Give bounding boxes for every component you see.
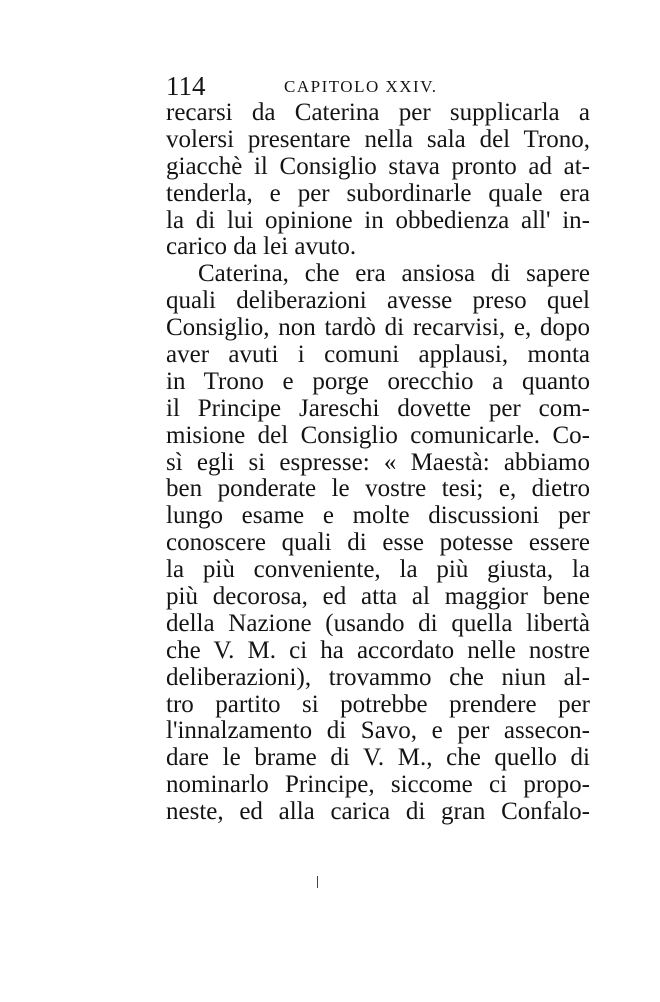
text-line: la più conveniente, la più giusta, la (166, 556, 590, 584)
text-line: deliberazioni), trovammo che niun al- (166, 663, 590, 691)
text-line: aver avuti i comuni applausi, monta (166, 341, 590, 369)
text-line: dare le brame di V. M., che quello di (166, 744, 590, 772)
running-head: CAPITOLO XXIV. (284, 77, 438, 96)
text-line: quali deliberazioni avesse preso quel (166, 287, 590, 315)
text-line: ben ponderate le vostre tesi; e, dietro (166, 475, 590, 503)
print-mark (317, 876, 318, 888)
text-line: che V. M. ci ha accordato nelle nostre (166, 636, 590, 664)
text-line: della Nazione (usando di quella libertà (166, 609, 590, 637)
text-line: conoscere quali di esse potesse essere (166, 529, 590, 557)
paragraph-start-line: Caterina, che era ansiosa di sapere (198, 260, 590, 288)
text-line: misione del Consiglio comunicarle. Co- (166, 421, 590, 449)
body-text (166, 100, 590, 826)
text-line: in Trono e porge orecchio a quanto (166, 367, 590, 395)
text-line: sì egli si espresse: « Maestà: abbiamo (166, 448, 590, 476)
text-line: più decorosa, ed atta al maggior bene (166, 583, 590, 611)
text-line: la di lui opinione in obbedienza all' in- (166, 206, 590, 234)
text-line: neste, ed alla carica di gran Confalo- (166, 798, 590, 826)
text-line: giacchè il Consiglio stava pronto ad at- (166, 152, 590, 180)
text-line: nominarlo Principe, siccome ci propo- (166, 771, 590, 799)
text-line: tro partito si potrebbe prendere per (166, 690, 590, 718)
text-line: tenderla, e per subordinarle quale era (166, 179, 590, 207)
page-number: 114 (166, 71, 206, 101)
text-line: recarsi da Caterina per supplicarla a (166, 99, 590, 126)
text-line: volersi presentare nella sala del Trono, (166, 125, 590, 153)
text-line: il Principe Jareschi dovette per com- (166, 394, 590, 422)
page-header (166, 72, 502, 100)
text-line: l'innalzamento di Savo, e per assecon- (166, 717, 590, 745)
text-line: lungo esame e molte discussioni per (166, 502, 590, 530)
text-line: carico da lei avuto. (166, 233, 357, 261)
text-line: Consiglio, non tardò di recarvisi, e, dopo (166, 314, 590, 342)
